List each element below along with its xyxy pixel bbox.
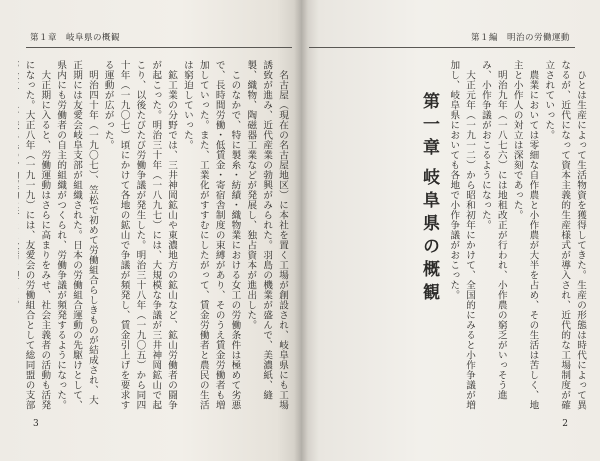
paragraph: 明治九年（一八七六）には地租改正が行われ、小作農の窮乏がいっそう進み、小作争議がおこるようになった。: [479, 60, 507, 400]
chapter-title: 岐阜県の概観: [419, 168, 439, 306]
paragraph: このなかで、特に製糸・紡績・織物業における女工の労働条件は極めて劣悪で、長時間労働・低賃金・寄宿舎制度の束縛があり、そのうえ賃金労働者も増加していった。また、工業化がすすむにしたがって、賃金労働者と農民の生活は窮迫していった。: [181, 60, 241, 410]
paragraph: 大正元年（一九一二）から昭和初年にかけて、全国的にみると小作争議が増加し、岐阜県においても各地で小作争議がおこった。: [448, 60, 476, 410]
paragraph: 農業においては零細な自作農と小作農が大半を占め、その生活は苦しく、地主と小作人の対立は深刻であった。: [511, 60, 539, 410]
header-rule-left: [26, 47, 292, 48]
header-rule-right: [309, 47, 575, 48]
body-text-left: [18, 60, 290, 410]
paragraph: 大正期に入ると、労働運動はさらに高まりをみせ、社会主義者の活動も活発になった。大正八年（一九一九）には、友愛会の労働組合として総同盟の支部: [23, 60, 51, 410]
paragraph: 明治四十年（一九〇七）、笠松で初めて労働組合らしきものが結成され、大正期には友愛会岐阜支部が組織された。日本の労働組合運動の先駆けとして、県内にも労働者の自主的組織がつくられ、労働争議が頻発するようになった。: [55, 60, 98, 410]
right-page: [301, 0, 600, 461]
running-header-right: 第１編 明治の労働運動: [470, 33, 570, 43]
page-number-right: 2: [562, 419, 568, 429]
running-header-left: 第１章 岐阜県の概観: [30, 33, 121, 43]
paragraph: 名古屋（現在の名古屋地区）に本社を置く工場が創設され、岐阜県にも工場誘致が進み、近代産業の勃興がみられた。羽島の機業が盛んで、美濃紙、縫製、織物、陶磁器工業などが発展し、独占資本が進出した。: [245, 60, 288, 410]
paragraph: 鉱工業の分野では、三井神岡鉱山や東濃地方の鉱山など、鉱山労働者の闘争が起こった。明治三十年（一八九七）には、大規模な争議が三井神岡鉱山で起こり、以後たびたび労働争議が発生した。明治三十八年（一九〇五）から同四十年（一九〇七）頃にかけて各地の鉱山で争議が頻発し、賃金引上げを要求する運動が広がった。: [102, 60, 178, 410]
page-number-left: 3: [33, 419, 39, 429]
chapter-number: 第一章: [419, 92, 439, 161]
paragraph: ひとは生産によって生活物資を獲得してきた。生産の形態は時代によって異なるが、近代になって資本主義的生産様式が導入され、近代的な工場制度が確立されていった。: [543, 60, 586, 410]
body-text-right: [444, 60, 588, 410]
